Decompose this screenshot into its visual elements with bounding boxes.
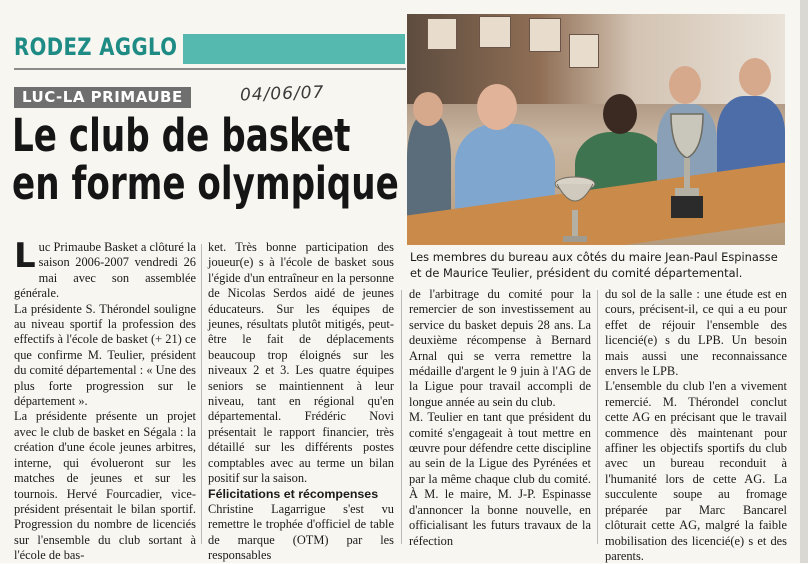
photo-poster (479, 16, 511, 48)
header-rule (14, 68, 406, 70)
headline (12, 109, 399, 210)
column-rule (401, 290, 402, 544)
article-paragraph: La présidente présente un projet avec le club de basket en Ségala : la création d'une école jeunes arbitres, interne, qui évolueront sur les matches de jeunes et sur les tournois. Hervé Fourcadier, vice-président présentait le bilan sportif. Progression du nombre de licenciés sur l'ensemble du club sortant à l'école de bas- (14, 409, 196, 563)
article-paragraph: La présidente S. Thérondel souligne au niveau sportif la profession des effectifs à l'école de basket (+ 21) ce que confirme M. Teulier, président du comité départemental : « Une des plus forte progression sur le département ». (14, 301, 196, 409)
photo-caption: Les membres du bureau aux côtés du maire Jean-Paul Espinasse et de Maurice Teulier, président du comité départemental. (410, 250, 778, 280)
photo-poster (427, 18, 457, 50)
dropcap: L (14, 236, 36, 276)
photo-person-head (477, 84, 517, 130)
headline-line-2: en forme olympique (12, 157, 399, 210)
photo-person (407, 114, 451, 224)
section-title: RODEZ AGGLO (14, 33, 178, 61)
headline-line-1: Le club de basket (12, 109, 351, 162)
article-column-3 (409, 287, 591, 549)
article-photo (407, 14, 785, 245)
photo-person-head (739, 58, 771, 96)
article-column-2 (208, 240, 394, 564)
cup-icon (553, 174, 597, 245)
article-paragraph: ket. Très bonne participation des joueur(e) s à l'école de basket sous l'égide d'un entraîneur en la personne de Nicolas Serdos aidé de jeunes éducateurs. Sur les équipes de jeunes, résultats plutôt mitigés, peut-être le fait de déplacements beaucoup trop éloignés sur les niveaux 2 et 3. Les quatre équipes seniors se maintiennent à leur niveau, tant en régional qu'en départemental. Frédéric Novi présentait le rapport financier, très détaillé sur les différents postes comptables avec au terme un bilan positif sur la saison. (208, 240, 394, 486)
photo-poster (529, 18, 561, 52)
location-kicker: LUC-LA PRIMAUBE (14, 87, 191, 108)
article-paragraph: L'ensemble du club l'en a vivement remercié. M. Thérondel conclut cette AG en précisant que le travail commence dès maintenant pour affiner les objectifs sportifs du club avec un bureau reconduit à l'humanité lors de cette AG. La succulente soupe au fromage préparée par Marc Bancarel clôturait cette AG, malgré la faible mobilisation des licencié(e) s et des parents. (605, 379, 787, 563)
article-subhead: Félicitations et récompenses (208, 486, 379, 501)
article-paragraph: Christine Lagarrigue s'est vu remettre le trophée d'officiel de table de marque (OTM) par les responsables (208, 501, 394, 563)
article-column-4 (605, 287, 787, 564)
column-rule (201, 244, 202, 544)
article-paragraph: M. Teulier en tant que président du comité s'engageait à tout mettre en œuvre pour défendre cette discipline au sein de la Ligue des Pyrénées et par la même chaque club du comité. À M. le maire, M. J-P. Espinasse d'annoncer la bonne nouvelle, en officialisant les futurs travaux de la réfection (409, 410, 591, 548)
photo-person-head (603, 94, 637, 134)
article-paragraph: Luc Primaube Basket a clôturé la saison 2006-2007 vendredi 26 mai avec son assemblée générale. (14, 236, 196, 301)
photo-poster (569, 34, 599, 68)
article-paragraph: du sol de la salle : une étude est en cours, précisent-il, ce qui a eu pour effet de réjouir l'ensemble des licencié(e) s du LPB. Un besoin mais aussi une reconnaissance envers le LPB. (605, 287, 787, 379)
trophy-icon (665, 106, 709, 224)
photo-person-head (413, 92, 443, 126)
handwritten-date: 04/06/07 (239, 82, 325, 106)
column-rule (597, 290, 598, 544)
photo-person-head (669, 66, 701, 104)
page-edge (800, 0, 808, 563)
article-column-1 (14, 236, 196, 564)
section-color-bar (183, 34, 405, 64)
article-paragraph: de l'arbitrage du comité pour la remercier de son investissement au service du basket depuis 28 ans. La deuxième récompense à Bernard Arnal qui se verra remettre la médaille d'argent le 9 juin à l'AG de la Ligue pour travail accompli de longue année au sein du club. (409, 287, 591, 409)
